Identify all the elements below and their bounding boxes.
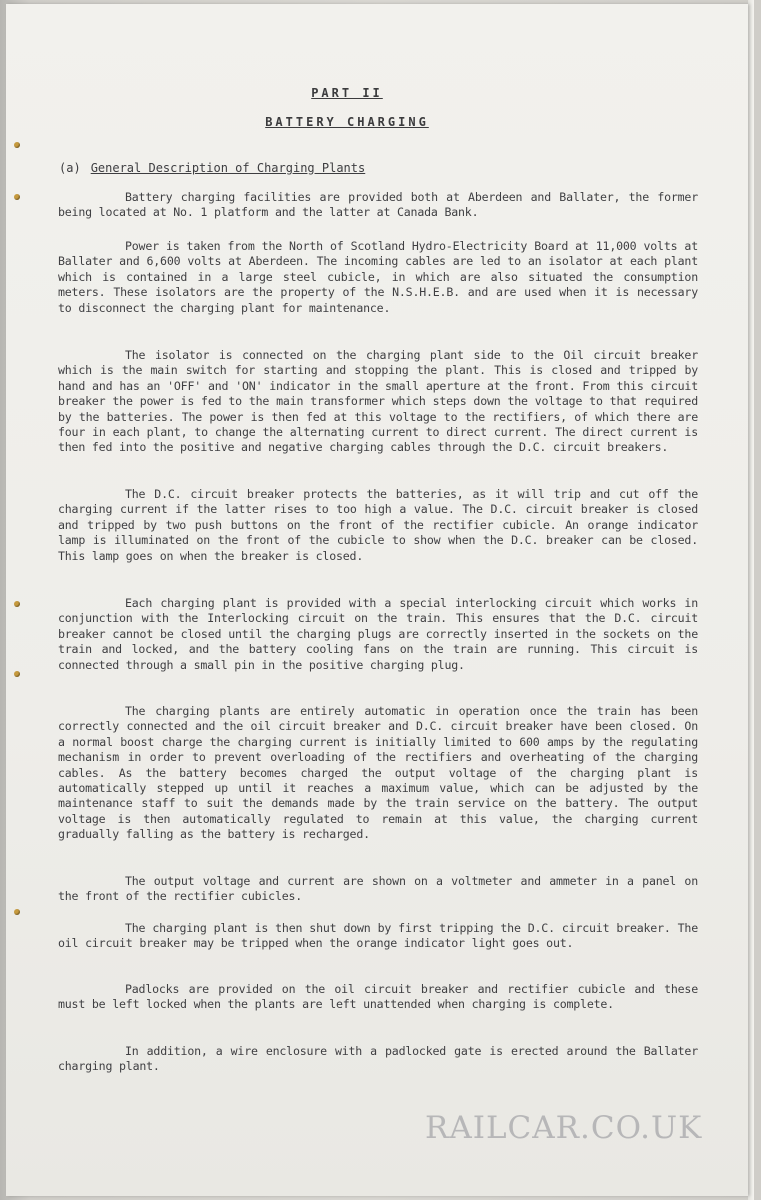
binder-hole-icon	[14, 194, 20, 200]
paragraph-enclosure: In addition, a wire enclosure with a padlocked gate is erected around the Ballater charging plant.	[58, 1044, 698, 1074]
section-title-text: General Description of Charging Plants	[90, 161, 366, 175]
paragraph-shutdown: The charging plant is then shut down by first tripping the D.C. circuit breaker. The oil circuit breaker may be tripped when the orange indicator light goes out.	[58, 921, 698, 951]
paragraph-isolator: The isolator is connected on the charging plant side to the Oil circuit breaker which is the main switch for starting and stopping the plant. This is closed and tripped by hand and has an 'OFF' and 'ON' indicator in the small aperture at the front. From this circuit breaker the power is fed to the main transformer which steps down the voltage to that required by the batteries. The power is then fed at this voltage to the rectifiers, of which there are four in each plant, to change the alternating current to direct current. The direct current is then fed into the positive and negative charging cables through the D.C. circuit breakers.	[58, 348, 698, 455]
subtitle-heading: BATTERY CHARGING	[265, 115, 429, 129]
section-heading	[59, 161, 365, 175]
paragraph-charging-facilities: Battery charging facilities are provided both at Aberdeen and Ballater, the former being located at No. 1 platform and the latter at Canada Bank.	[58, 190, 698, 220]
paragraph-power-supply: Power is taken from the North of Scotland Hydro-Electricity Board at 11,000 volts at Ballater and 6,600 volts at Aberdeen. The incoming cables are led to an isolator at each plant which is contained in a large steel cubicle, in which are also situated the consumption meters. These isolators are the property of the N.S.H.E.B. and are used when it is necessary to disconnect the charging plant for maintenance.	[58, 239, 698, 315]
paragraph-interlocking: Each charging plant is provided with a special interlocking circuit which works in conjunction with the Interlocking circuit on the train. This ensures that the D.C. circuit breaker cannot be closed until the charging plugs are correctly inserted in the sockets on the train and locked, and the battery cooling fans on the train are running. This circuit is connected through a small pin in the positive charging plug.	[58, 596, 698, 672]
paragraph-padlocks: Padlocks are provided on the oil circuit breaker and rectifier cubicle and these must be left locked when the plants are left unattended when charging is complete.	[58, 982, 698, 1012]
paragraph-dc-breaker: The D.C. circuit breaker protects the batteries, as it will trip and cut off the charging current if the latter rises to too high a value. The D.C. circuit breaker is closed and tripped by two push buttons on the front of the rectifier cubicle. An orange indicator lamp is illuminated on the front of the cubicle to show when the D.C. breaker can be closed. This lamp goes on when the breaker is closed.	[58, 487, 698, 563]
section-letter: (a)	[59, 161, 81, 175]
paragraph-automatic-operation: The charging plants are entirely automatic in operation once the train has been correctly connected and the oil circuit breaker and D.C. circuit breaker have been closed. On a normal boost charge the charging current is initially limited to 600 amps by the regulating mechanism in order to prevent overloading of the rectifiers and overheating of the charging cables. As the battery becomes charged the output voltage of the charging plant is automatically stepped up until it reaches a maximum value, which can be adjusted by the maintenance staff to suit the demands made by the train service on the battery. The output voltage is then automatically regulated to remain at this value, the charging current gradually falling as the battery is recharged.	[58, 704, 698, 842]
underlying-sheet-edge	[748, 0, 754, 1200]
paragraph-meters: The output voltage and current are shown on a voltmeter and ammeter in a panel on the front of the rectifier cubicles.	[58, 874, 698, 904]
binder-hole-icon	[14, 671, 20, 677]
part-heading: PART II	[311, 86, 383, 100]
binder-hole-icon	[14, 909, 20, 915]
binder-hole-icon	[14, 601, 20, 607]
document-page	[6, 4, 748, 1196]
binder-hole-icon	[14, 142, 20, 148]
watermark-text: RAILCAR.CO.UK	[425, 1110, 703, 1146]
